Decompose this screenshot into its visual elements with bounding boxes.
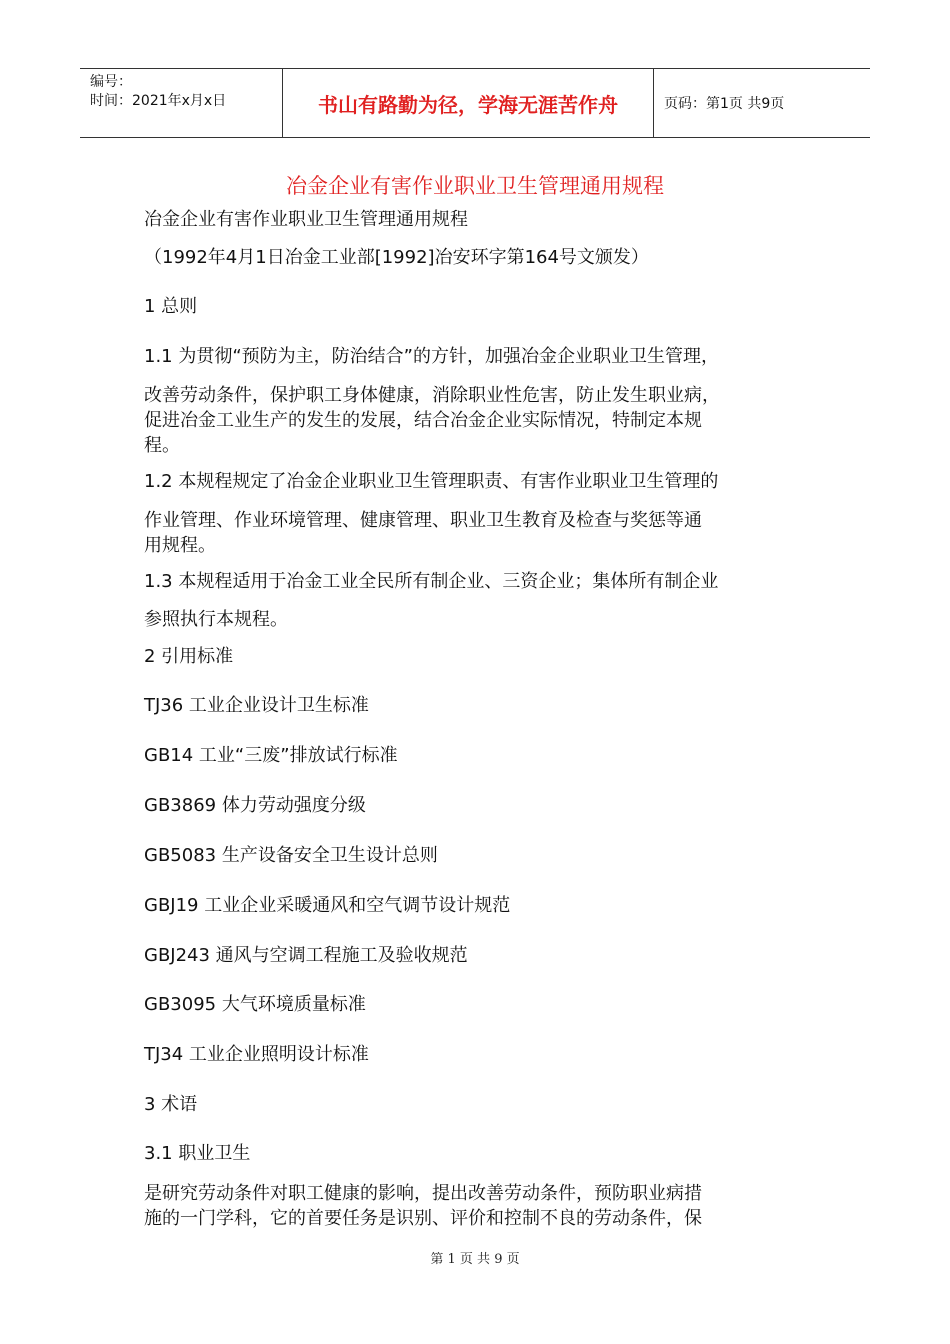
document-title: 冶金企业有害作业职业卫生管理通用规程 — [286, 174, 664, 198]
section-heading: 1 总则 — [144, 296, 198, 317]
body-line: 用规程。 — [144, 535, 216, 556]
standard-item: GB14 工业“三废”排放试行标准 — [144, 745, 398, 766]
section-heading: 2 引用标准 — [144, 646, 234, 667]
body-line: 施的一门学科，它的首要任务是识别、评价和控制不良的劳动条件，保 — [144, 1208, 702, 1229]
standard-item: TJ36 工业企业设计卫生标准 — [144, 695, 369, 716]
header-page-info: 页码：第1页 共9页 — [664, 96, 785, 112]
standard-item: GB3095 大气环境质量标准 — [144, 994, 366, 1015]
number-label: 编号： — [90, 74, 132, 90]
page-footer: 第 1 页 共 9 页 — [430, 1252, 520, 1267]
standard-item: GBJ243 通风与空调工程施工及验收规范 — [144, 945, 468, 966]
body-line: 作业管理、作业环境管理、健康管理、职业卫生教育及检查与奖惩等通 — [144, 510, 702, 531]
body-line: 1.1 为贯彻“预防为主，防治结合”的方针，加强冶金企业职业卫生管理， — [144, 346, 719, 367]
time-label: 时间：2021年x月x日 — [90, 93, 227, 109]
body-line: （1992年4月1日冶金工业部[1992]冶安环字第164号文颁发） — [144, 247, 649, 268]
header-motto: 书山有路勤为径，学海无涯苦作舟 — [282, 69, 654, 137]
body-line: 1.3 本规程适用于冶金工业全民所有制企业、三资企业；集体所有制企业 — [144, 571, 719, 592]
body-line: 程。 — [144, 435, 180, 456]
body-line: 冶金企业有害作业职业卫生管理通用规程 — [144, 209, 468, 230]
subsection-heading: 3.1 职业卫生 — [144, 1143, 251, 1164]
header-table — [80, 68, 870, 138]
body-line: 1.2 本规程规定了冶金企业职业卫生管理职责、有害作业职业卫生管理的 — [144, 471, 719, 492]
standard-item: GB5083 生产设备安全卫生设计总则 — [144, 845, 438, 866]
section-heading: 3 术语 — [144, 1094, 198, 1115]
standard-item: GBJ19 工业企业采暖通风和空气调节设计规范 — [144, 895, 511, 916]
body-line: 是研究劳动条件对职工健康的影响，提出改善劳动条件，预防职业病措 — [144, 1183, 702, 1204]
standard-item: TJ34 工业企业照明设计标准 — [144, 1044, 369, 1065]
body-line: 参照执行本规程。 — [144, 609, 288, 630]
body-line: 改善劳动条件，保护职工身体健康，消除职业性危害，防止发生职业病， — [144, 385, 720, 406]
standard-item: GB3869 体力劳动强度分级 — [144, 795, 366, 816]
body-line: 促进冶金工业生产的发生的发展，结合冶金企业实际情况，特制定本规 — [144, 410, 702, 431]
header-meta — [80, 69, 282, 137]
